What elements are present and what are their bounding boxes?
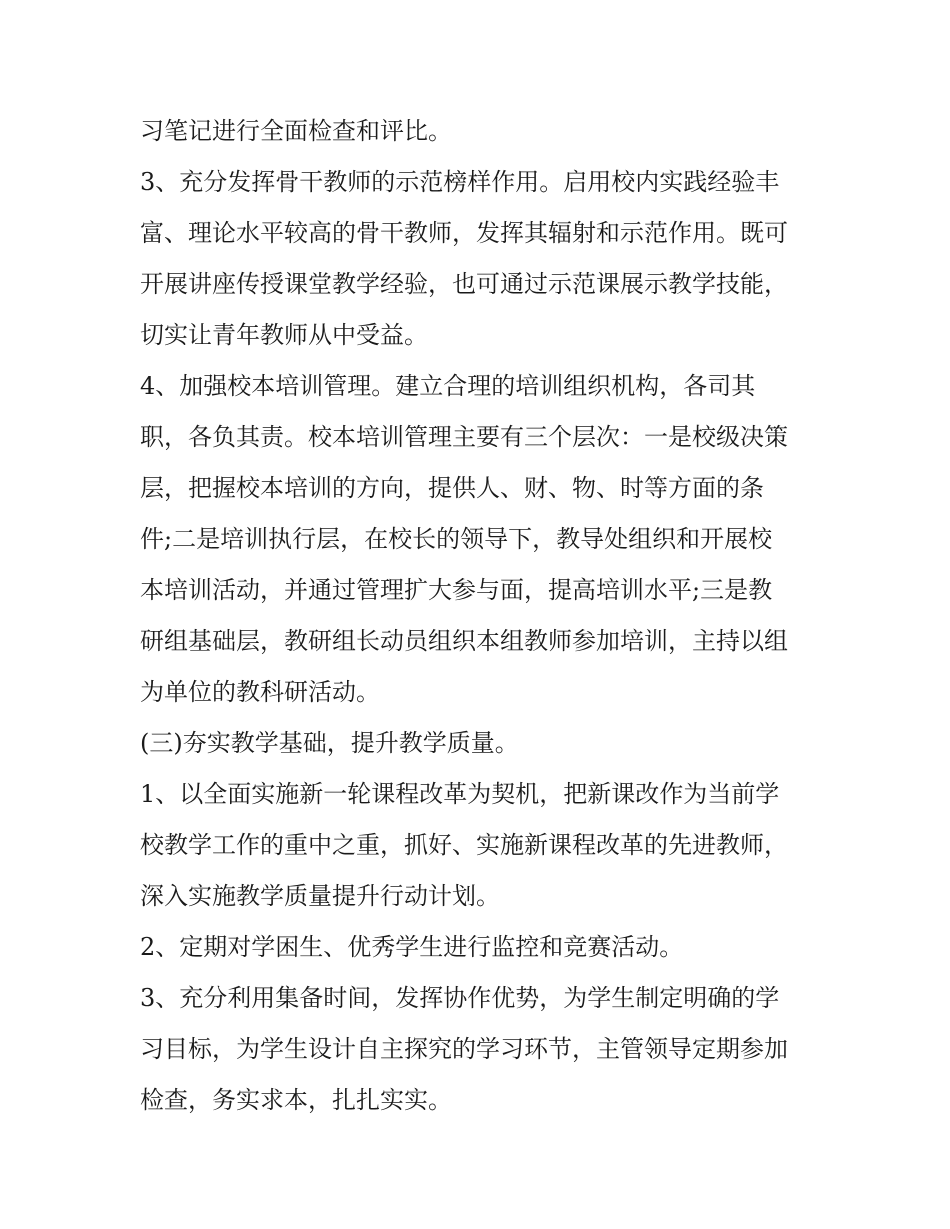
text-line-20: 检查，务实求本，扎扎实实。 bbox=[140, 1086, 452, 1114]
text-line-2: 3、充分发挥骨干教师的示范榜样作用。启用校内实践经验丰 bbox=[140, 168, 780, 196]
section-heading: (三)夯实教学基础，提升教学质量。 bbox=[140, 729, 519, 757]
text-line-5: 切实让青年教师从中受益。 bbox=[140, 321, 428, 349]
text-line-17: 2、定期对学困生、优秀学生进行监控和竞赛活动。 bbox=[140, 933, 684, 961]
text-line-7: 职，各负其责。校本培训管理主要有三个层次：一是校级决策 bbox=[140, 423, 788, 451]
text-line-8: 层，把握校本培训的方向，提供人、财、物、时等方面的条 bbox=[140, 474, 764, 502]
text-line-3: 富、理论水平较高的骨干教师，发挥其辐射和示范作用。既可 bbox=[140, 219, 788, 247]
text-line-1: 习笔记进行全面检查和评比。 bbox=[140, 117, 452, 145]
document-body bbox=[140, 106, 830, 1126]
text-line-4: 开展讲座传授课堂教学经验，也可通过示范课展示教学技能， bbox=[140, 270, 788, 298]
text-line-19: 习目标，为学生设计自主探究的学习环节，主管领导定期参加 bbox=[140, 1035, 788, 1063]
text-line-11: 研组基础层，教研组长动员组织本组教师参加培训，主持以组 bbox=[140, 627, 788, 655]
text-line-16: 深入实施教学质量提升行动计划。 bbox=[140, 882, 500, 910]
text-line-14: 1、以全面实施新一轮课程改革为契机，把新课改作为当前学 bbox=[140, 780, 780, 808]
text-line-10: 本培训活动，并通过管理扩大参与面，提高培训水平;三是教 bbox=[140, 576, 773, 604]
text-line-9: 件;二是培训执行层，在校长的领导下，教导处组织和开展校 bbox=[140, 525, 773, 553]
text-line-12: 为单位的教科研活动。 bbox=[140, 678, 380, 706]
text-line-15: 校教学工作的重中之重，抓好、实施新课程改革的先进教师， bbox=[140, 831, 788, 859]
text-line-18: 3、充分利用集备时间，发挥协作优势，为学生制定明确的学 bbox=[140, 984, 780, 1012]
text-line-6: 4、加强校本培训管理。建立合理的培训组织机构，各司其 bbox=[140, 372, 756, 400]
